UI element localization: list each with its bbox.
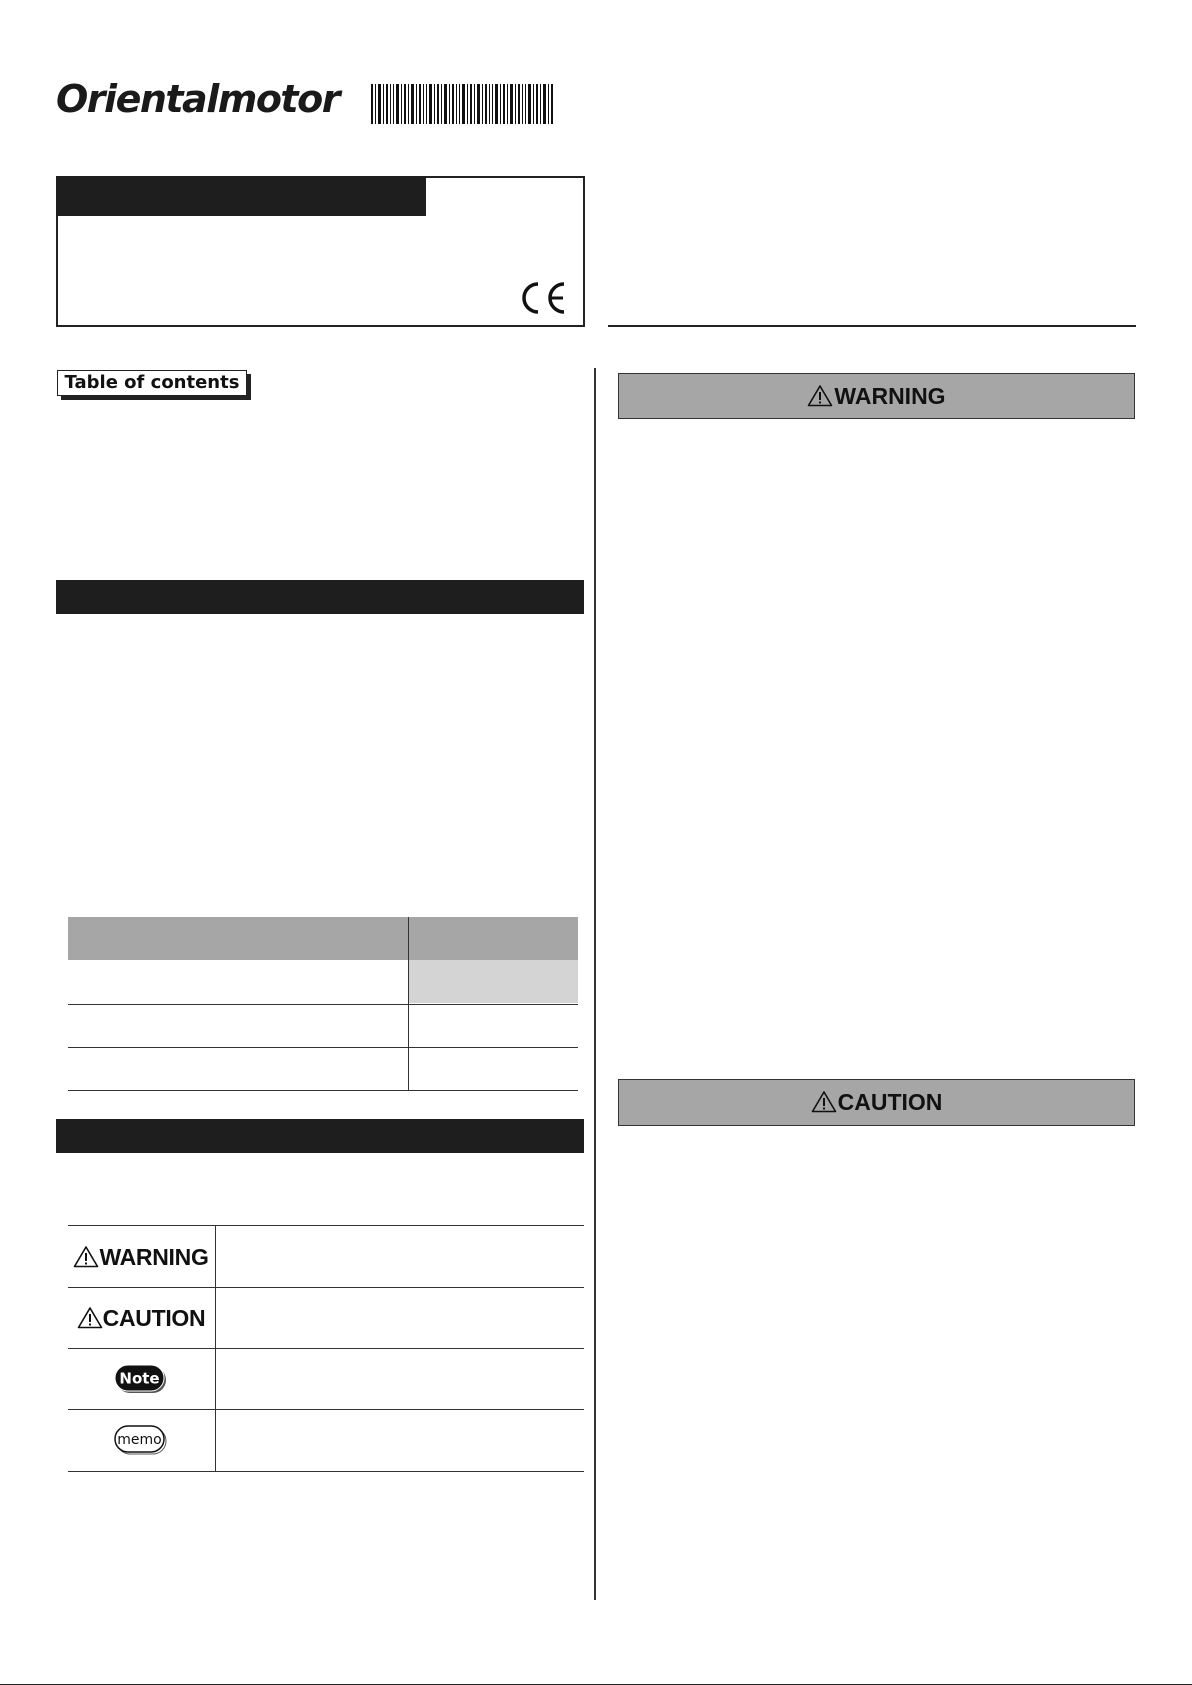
product-title-bar <box>56 176 426 216</box>
signal-caution-text: CAUTION <box>102 1305 206 1331</box>
brand-logo: Orientalmotor <box>56 77 339 121</box>
note-icon-label: Note <box>119 1369 160 1388</box>
section-header-bar <box>56 1119 584 1153</box>
caution-triangle-icon <box>77 1306 103 1329</box>
caution-banner-text: CAUTION <box>837 1089 943 1115</box>
note-icon <box>114 1364 168 1394</box>
barcode <box>371 84 555 124</box>
memo-icon-label: memo <box>117 1432 162 1448</box>
table-of-contents-tab: Table of contents <box>57 370 247 396</box>
signal-warning-label <box>68 1244 214 1271</box>
model-table-row-line <box>68 1004 578 1005</box>
warning-triangle-icon <box>807 384 833 407</box>
signal-caution-label <box>68 1305 214 1332</box>
signal-table-row-line <box>68 1287 584 1288</box>
signal-table-divider <box>215 1225 216 1471</box>
ce-mark-icon <box>518 280 568 316</box>
warning-triangle-icon <box>73 1245 99 1268</box>
column-divider <box>594 368 596 1600</box>
signal-table-row-line <box>68 1348 584 1349</box>
model-table-header-cell <box>68 917 408 960</box>
signal-table-row-line <box>68 1471 584 1472</box>
signal-table-row-line <box>68 1409 584 1410</box>
model-table-row-line <box>68 1047 578 1048</box>
warning-banner-text: WARNING <box>834 383 946 409</box>
warning-banner <box>618 373 1135 419</box>
header-rule <box>608 325 1136 327</box>
signal-warning-text: WARNING <box>99 1244 209 1270</box>
caution-triangle-icon <box>811 1090 837 1113</box>
model-table-shaded-cell <box>409 960 578 1003</box>
caution-banner <box>618 1079 1135 1126</box>
memo-icon <box>114 1425 168 1455</box>
model-table-header-cell <box>409 917 578 960</box>
model-table-row-line <box>68 1090 578 1091</box>
section-header-bar <box>56 580 584 614</box>
signal-table-row-line <box>68 1225 584 1226</box>
